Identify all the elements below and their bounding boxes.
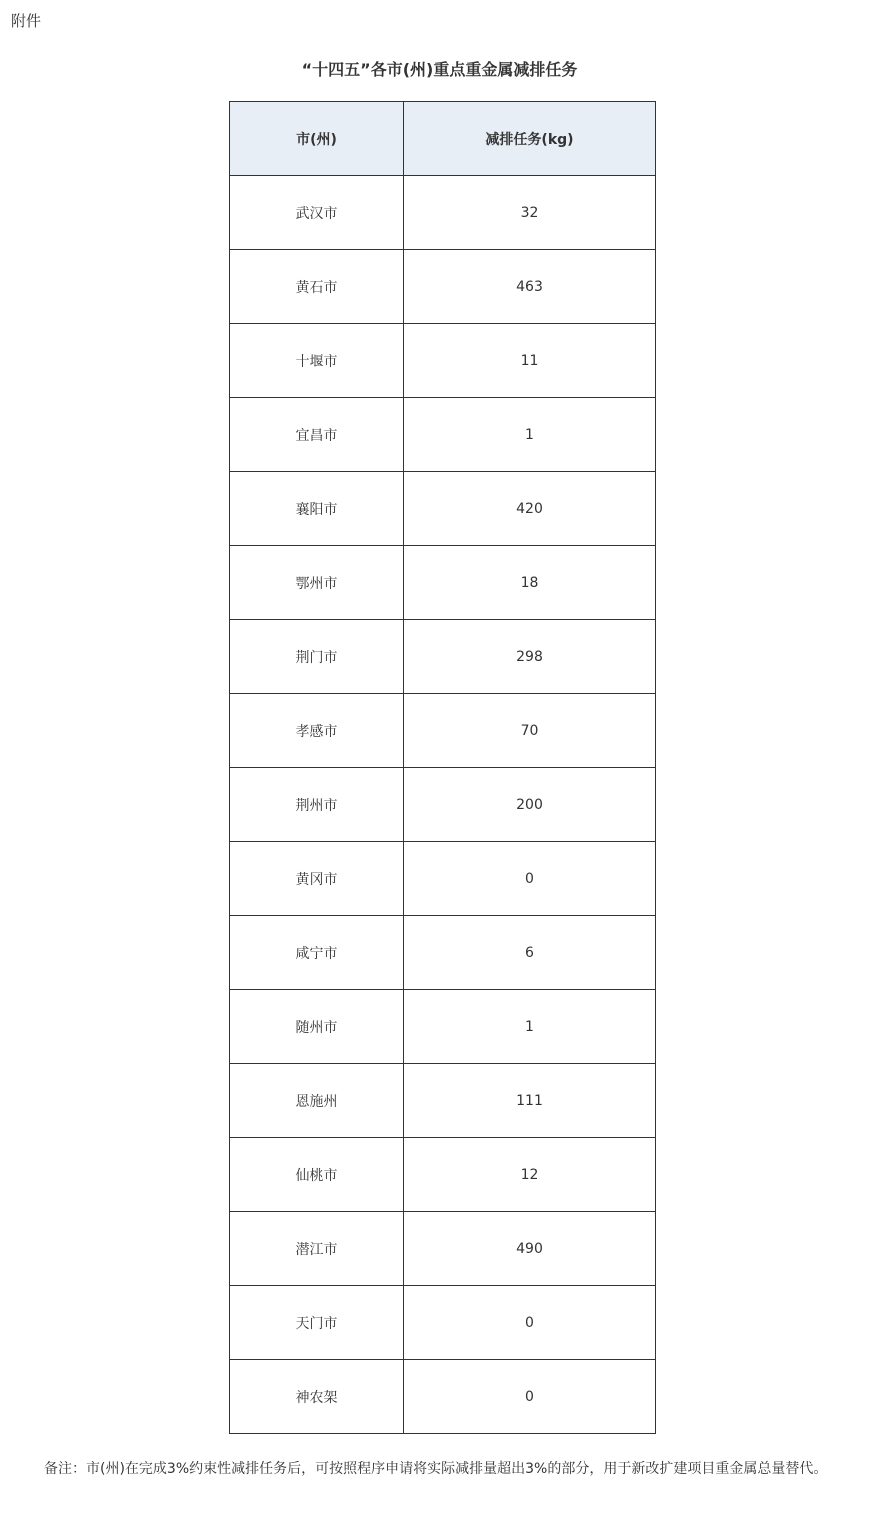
value-cell: 0 [404,1286,656,1360]
table-row [230,176,656,250]
remark-note: 备注：市(州)在完成3%约束性减排任务后，可按照程序申请将实际减排量超出3%的部分，用于新改扩建项目重金属总量替代。 [44,1461,828,1477]
city-cell: 孝感市 [230,694,404,768]
table-row [230,768,656,842]
header-city: 市(州) [230,102,404,176]
header-reduction-task: 减排任务(kg) [404,102,656,176]
value-cell: 200 [404,768,656,842]
table-row [230,1064,656,1138]
table-row [230,1138,656,1212]
value-cell: 490 [404,1212,656,1286]
table-row [230,916,656,990]
value-cell: 298 [404,620,656,694]
value-cell: 18 [404,546,656,620]
city-cell: 荆州市 [230,768,404,842]
city-cell: 随州市 [230,990,404,1064]
table-header-row [230,102,656,176]
table-row [230,1286,656,1360]
attachment-label: 附件 [11,12,42,30]
city-cell: 十堰市 [230,324,404,398]
city-cell: 天门市 [230,1286,404,1360]
value-cell: 70 [404,694,656,768]
city-cell: 咸宁市 [230,916,404,990]
city-cell: 神农架 [230,1360,404,1434]
city-cell: 鄂州市 [230,546,404,620]
value-cell: 0 [404,1360,656,1434]
page-title: “十四五”各市(州)重点重金属减排任务 [301,60,578,79]
table-row [230,842,656,916]
value-cell: 11 [404,324,656,398]
value-cell: 1 [404,990,656,1064]
city-cell: 潜江市 [230,1212,404,1286]
city-cell: 黄冈市 [230,842,404,916]
table-row [230,250,656,324]
table-row [230,1212,656,1286]
table-row [230,620,656,694]
table-row [230,472,656,546]
value-cell: 1 [404,398,656,472]
emission-task-table [229,101,656,1434]
table-row [230,324,656,398]
city-cell: 宜昌市 [230,398,404,472]
table-row [230,546,656,620]
value-cell: 12 [404,1138,656,1212]
city-cell: 襄阳市 [230,472,404,546]
city-cell: 恩施州 [230,1064,404,1138]
value-cell: 32 [404,176,656,250]
table-row [230,694,656,768]
table-row [230,1360,656,1434]
table-row [230,398,656,472]
value-cell: 463 [404,250,656,324]
value-cell: 6 [404,916,656,990]
city-cell: 武汉市 [230,176,404,250]
city-cell: 仙桃市 [230,1138,404,1212]
value-cell: 0 [404,842,656,916]
city-cell: 黄石市 [230,250,404,324]
value-cell: 111 [404,1064,656,1138]
city-cell: 荆门市 [230,620,404,694]
value-cell: 420 [404,472,656,546]
table-row [230,990,656,1064]
